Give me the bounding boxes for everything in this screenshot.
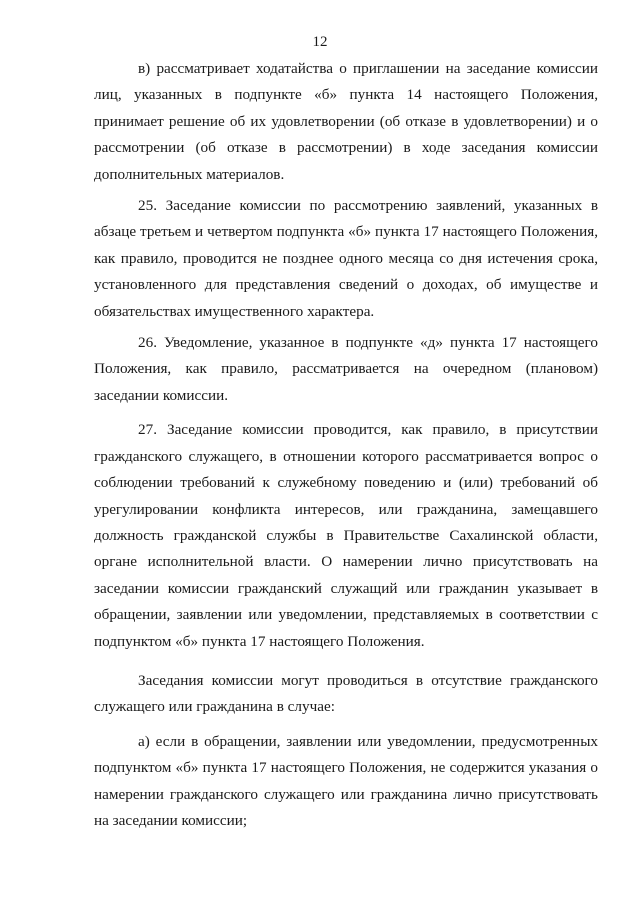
document-body	[94, 56, 598, 834]
paragraph-item-v: в) рассматривает ходатайства о приглашении на заседание комиссии лиц, указанных в подпункте «б» пункта 14 настоящего Положения, принимает решение об их удовлетворении (об отказе в удовлетворении) и о рассмотрении (об отказе в рассмотрении) в ходе заседания комиссии дополнительных материалов.	[94, 60, 598, 183]
paragraph-26: 26. Уведомление, указанное в подпункте «д» пункта 17 настоящего Положения, как правило, рассматривается на очередном (плановом) заседании комиссии.	[94, 334, 598, 404]
paragraph-absence-conditions: Заседания комиссии могут проводиться в отсутствие гражданского служащего или гражданина в случае:	[94, 671, 598, 716]
paragraph-27: 27. Заседание комиссии проводится, как правило, в присутствии гражданского служащего, в отношении которого рассматривается вопрос о соблюдении требований к служебному поведению и (или) требований об урегулировании конфликта интересов, или гражданина, замещавшего должность гражданской службы в Правительстве Сахалинской области, органе исполнительной власти. О намерении лично присутствовать на заседании комиссии гражданский служащий или гражданин указывает в обращении, заявлении или уведомлении, представляемых в соответствии с подпунктом «б» пункта 17 настоящего Положения.	[94, 421, 598, 650]
page-number: 12	[312, 34, 328, 50]
paragraph-25: 25. Заседание комиссии по рассмотрению заявлений, указанных в абзаце третьем и четвертом подпункта «б» пункта 17 настоящего Положения, как правило, проводится не позднее одного месяца со дня истечения срока, установленного для представления сведений о доходах, об имуществе и обязательствах имущественного характера.	[94, 197, 598, 320]
paragraph-item-a: а) если в обращении, заявлении или уведомлении, предусмотренных подпунктом «б» пункта 17 настоящего Положения, не содержится указания о намерении гражданского служащего или гражданина лично присутствовать на заседании комиссии;	[94, 732, 598, 829]
